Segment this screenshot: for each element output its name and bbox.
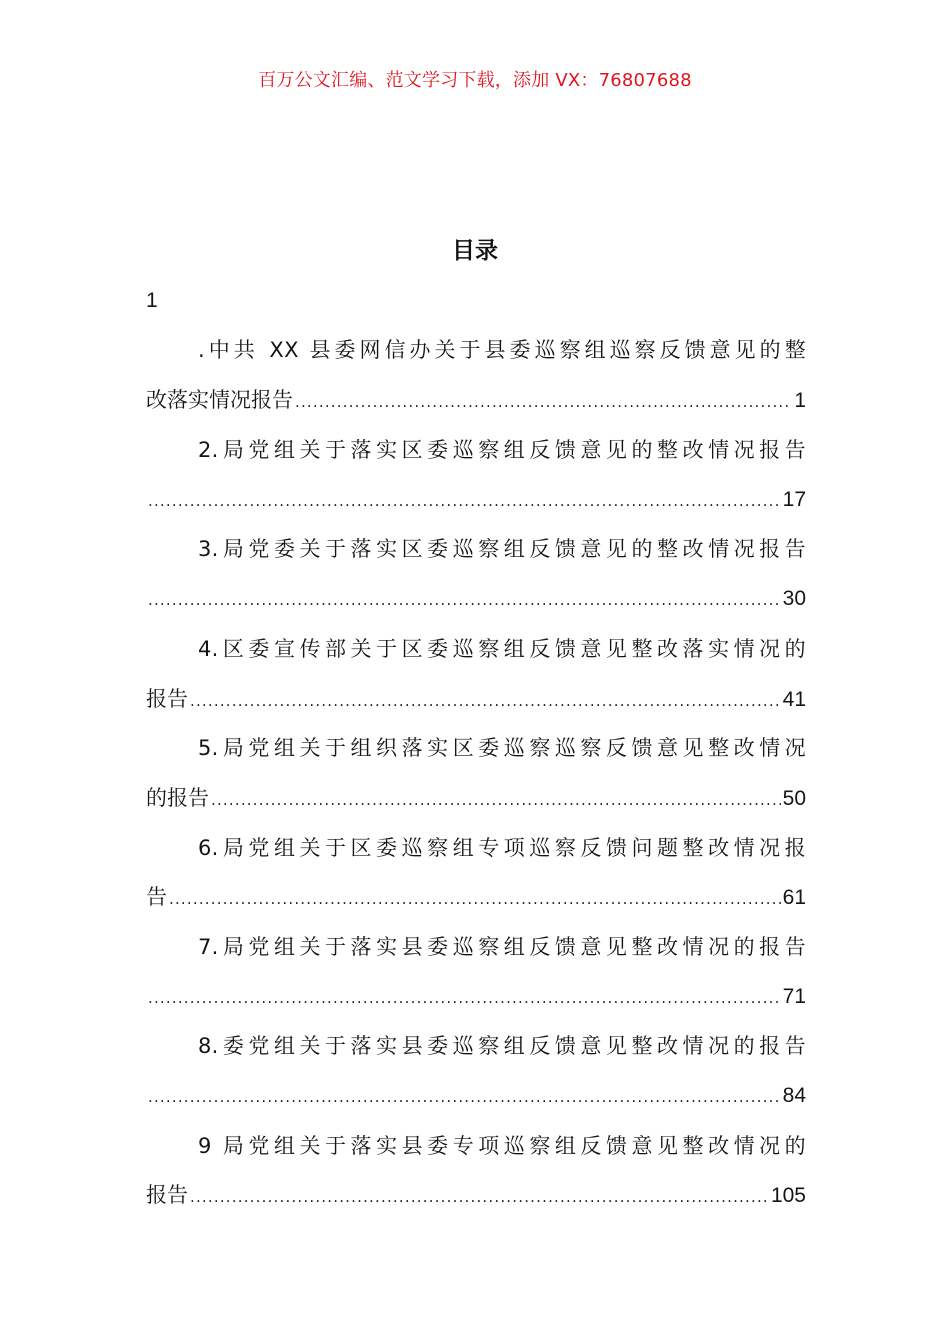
- toc-entry-4-page: 41: [782, 688, 806, 711]
- toc-entry-7-line2[interactable]: [146, 980, 806, 1014]
- toc-entry-6-line2[interactable]: [146, 880, 806, 914]
- toc-entry-5-page: 50: [782, 787, 806, 810]
- toc-entry-9-text: 报告: [146, 1183, 188, 1207]
- dot-leader: [295, 385, 792, 419]
- toc-entry-8-page: 84: [782, 1084, 806, 1107]
- dot-leader: [148, 981, 781, 1015]
- toc-entry-6-text: 告: [146, 885, 167, 909]
- toc-entry-1-page: 1: [794, 389, 806, 412]
- dot-leader: [169, 882, 781, 916]
- dot-leader: [148, 484, 781, 518]
- toc-entry-5-line1[interactable]: 5.局党组关于组织落实区委巡察巡察反馈意见整改情况: [198, 736, 806, 760]
- dot-leader: [190, 684, 781, 718]
- dot-leader: [148, 1080, 781, 1114]
- toc-entry-7-page: 71: [782, 985, 806, 1008]
- toc-entry-9-line1[interactable]: 9 局党组关于落实县委专项巡察组反馈意见整改情况的: [198, 1134, 806, 1158]
- toc-entry-3-line1[interactable]: 3.局党委关于落实区委巡察组反馈意见的整改情况报告: [198, 537, 806, 561]
- toc-entry-1-line2[interactable]: [146, 383, 806, 417]
- dot-leader: [148, 583, 781, 617]
- toc-entry-4-text: 报告: [146, 687, 188, 711]
- toc-entry-5-line2[interactable]: [146, 781, 806, 815]
- toc-entry-6-page: 61: [782, 886, 806, 909]
- toc-entry-2-line2[interactable]: [146, 483, 806, 517]
- dot-leader: [190, 1180, 769, 1214]
- toc-entry-8-line1[interactable]: 8.委党组关于落实县委巡察组反馈意见整改情况的报告: [198, 1034, 806, 1058]
- toc-entry-4-line1[interactable]: 4.区委宣传部关于区委巡察组反馈意见整改落实情况的: [198, 637, 806, 661]
- watermark-header: 百万公文汇编、范文学习下载，添加 VX：76807688: [258, 70, 692, 91]
- toc-entry-2-line1[interactable]: 2.局党组关于落实区委巡察组反馈意见的整改情况报告: [198, 438, 806, 462]
- toc-entry-5-text: 的报告: [146, 786, 209, 810]
- toc-entry-7-line1[interactable]: 7.局党组关于落实县委巡察组反馈意见整改情况的报告: [198, 935, 806, 959]
- toc-entry-9-page: 105: [770, 1184, 806, 1207]
- toc-entry-1-line1[interactable]: .中共 XX 县委网信办关于县委巡察组巡察反馈意见的整: [198, 338, 806, 362]
- toc-entry-6-line1[interactable]: 6.局党组关于区委巡察组专项巡察反馈问题整改情况报: [198, 836, 806, 860]
- stray-number: 1: [146, 289, 158, 312]
- toc-entry-1-text: 改落实情况报告: [146, 388, 293, 412]
- toc-entry-9-line2[interactable]: [146, 1178, 806, 1212]
- toc-entry-3-line2[interactable]: [146, 582, 806, 616]
- page-title: 目录: [452, 238, 498, 264]
- toc-entry-3-page: 30: [782, 587, 806, 610]
- dot-leader: [211, 783, 781, 817]
- toc-entry-2-page: 17: [782, 488, 806, 511]
- toc-entry-4-line2[interactable]: [146, 682, 806, 716]
- toc-entry-8-line2[interactable]: [146, 1079, 806, 1113]
